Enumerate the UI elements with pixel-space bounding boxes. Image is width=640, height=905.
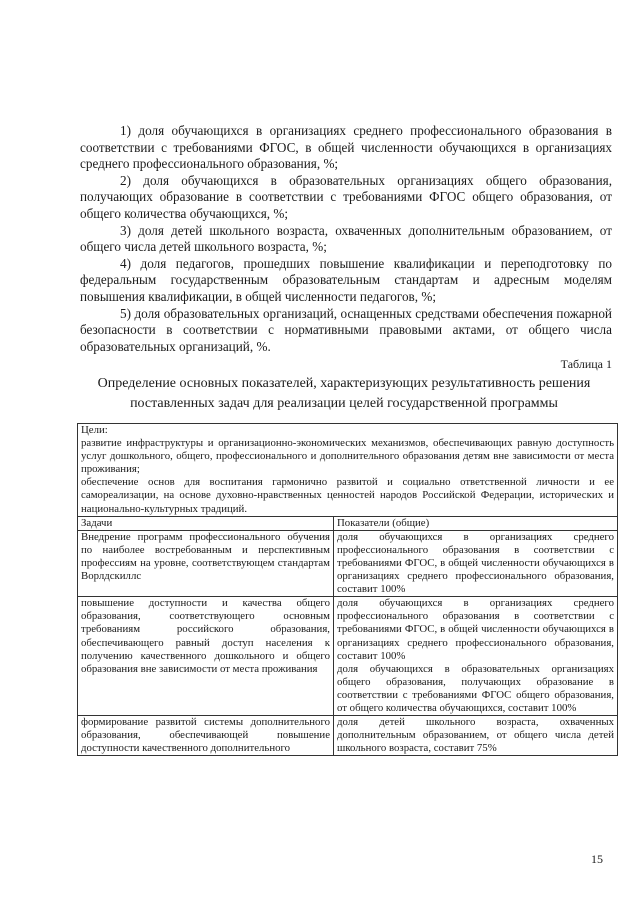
task-cell xyxy=(78,530,334,596)
indicator-text: доля обучающихся в организациях среднего профессионального образования в соответствии с требованиями ФГОС, в общей численности обучающихся в организациях среднего профессионального образования, составит 100% xyxy=(337,597,614,662)
task-text: Внедрение программ профессионального обучения по наиболее востребованным и перспективным профессиям на уровне, соответствующем стандартам Ворлдскиллс xyxy=(81,530,330,583)
goal-item-1: развитие инфраструктуры и организационно-экономических механизмов, обеспечивающих равную доступность услуг дошкольного, общего, профессионального и дополнительного образования детям вне зависимости от места проживания; xyxy=(81,437,614,476)
table-row xyxy=(78,597,618,716)
tasks-column-header: Задачи xyxy=(78,516,334,530)
intro-item-3: 3) доля детей школьного возраста, охваченных дополнительным образованием, от общего числа детей школьного возраста, %; xyxy=(80,222,612,255)
indicator-text: доля обучающихся в образовательных организациях общего образования, получающих образование в соответствии с требованиями ФГОС общего образования, от общего количества обучающихся, составит 100% xyxy=(337,662,614,714)
task-cell xyxy=(78,597,334,716)
indicator-text: доля обучающихся в организациях среднего профессионального образования в соответствии с требованиями ФГОС, в общей численности обучающихся в организациях среднего профессионального образования, составит 100% xyxy=(337,530,614,596)
goals-cell xyxy=(78,424,618,517)
indicator-cell xyxy=(334,530,618,596)
intro-item-4: 4) доля педагогов, прошедших повышение квалификации и переподготовку по федеральным государственным образовательным стандартам и адресным моделям повышения квалификации, в общей численности педагогов, %; xyxy=(80,255,612,304)
indicator-text: доля детей школьного возраста, охваченных дополнительным образованием, от общего числа детей школьного возраста, составит 75% xyxy=(337,716,614,755)
intro-item-5: 5) доля образовательных организаций, оснащенных средствами обеспечения пожарной безопасности в соответствии с нормативными правовыми актами, от общего числа образовательных организаций, %. xyxy=(80,305,612,354)
goals-row xyxy=(78,424,618,517)
intro-list xyxy=(80,123,612,355)
indicator-cell xyxy=(334,716,618,756)
indicators-table xyxy=(77,423,618,756)
goal-item-2: обеспечение основ для воспитания гармонично развитой и социально ответственной личности и ее самореализации, на основе духовно-нравственных ценностей народов Российской Федерации, исторических и национально-культурных традиций. xyxy=(81,476,614,515)
table-row xyxy=(78,716,618,756)
table-caption: Таблица 1 xyxy=(560,357,612,371)
header-row xyxy=(78,516,618,530)
indicator-cell xyxy=(334,597,618,716)
table-title xyxy=(70,374,618,414)
indicators-column-header: Показатели (общие) xyxy=(334,516,618,530)
intro-item-1: 1) доля обучающихся в организациях среднего профессионального образования в соответствии с требованиями ФГОС, в общей численности обучающихся в организациях среднего профессионального образования, %; xyxy=(80,123,612,172)
task-text: формирование развитой системы дополнительного образования, обеспечивающей повышение доступности качественного дополнительного xyxy=(81,716,330,755)
page-number: 15 xyxy=(591,852,603,866)
goals-label: Цели: xyxy=(81,424,108,436)
task-cell xyxy=(78,716,334,756)
table-title-line-1: Определение основных показателей, характеризующих результативность решения xyxy=(97,376,591,391)
table-row xyxy=(78,530,618,596)
table-title-line-2: поставленных задач для реализации целей государственной программы xyxy=(130,396,558,411)
intro-item-2: 2) доля обучающихся в образовательных организациях общего образования, получающих образование в соответствии с требованиями ФГОС общего образования, от общего количества обучающихся, %; xyxy=(80,172,612,221)
task-text: повышение доступности и качества общего образования, соответствующего основным требованиям российского образования, обеспечивающего равный доступ населения к получению качественного дошкольного и общего образования вне зависимости от места проживания xyxy=(81,597,330,675)
